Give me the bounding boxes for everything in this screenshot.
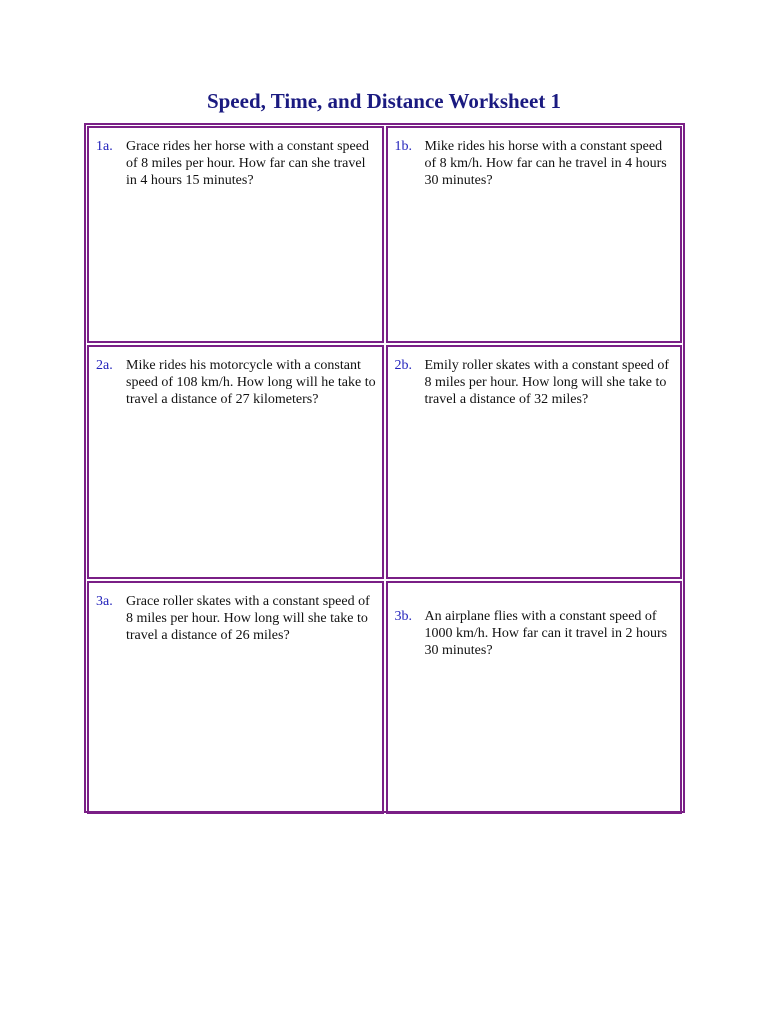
problem-text: Emily roller skates with a constant speed of 8 miles per hour. How long will she take to travel a distance of 32 miles? — [424, 358, 670, 407]
problem-grid — [84, 123, 685, 813]
problem-text: Grace rides her horse with a constant speed of 8 miles per hour. How far can she travel in 4 hours 15 minutes? — [126, 139, 369, 188]
problem-label: 2b. — [394, 358, 412, 373]
problem-label: 3b. — [394, 609, 412, 624]
problem-text: Grace roller skates with a constant speed of 8 miles per hour. How long will she take to travel a distance of 26 miles? — [126, 594, 370, 643]
problem-label: 2a. — [96, 358, 113, 373]
problem-cell-3b — [386, 581, 683, 814]
problem-text: Mike rides his horse with a constant speed of 8 km/h. How far can he travel in 4 hours 30 minutes? — [424, 139, 667, 188]
problem-text: Mike rides his motorcycle with a constant speed of 108 km/h. How long will he take to travel a distance of 27 kilometers? — [126, 358, 376, 407]
problem-cell-1a — [87, 126, 384, 343]
problem-label: 3a. — [96, 594, 113, 609]
worksheet-title: Speed, Time, and Distance Worksheet 1 — [206, 89, 562, 113]
problem-text: An airplane flies with a constant speed of 1000 km/h. How far can it travel in 2 hours 30 minutes? — [424, 609, 668, 658]
problem-cell-2b — [386, 345, 683, 579]
problem-label: 1b. — [394, 139, 412, 154]
problem-cell-3a — [87, 581, 384, 814]
problem-cell-2a — [87, 345, 384, 579]
problem-label: 1a. — [96, 139, 113, 154]
problem-cell-1b — [386, 126, 683, 343]
